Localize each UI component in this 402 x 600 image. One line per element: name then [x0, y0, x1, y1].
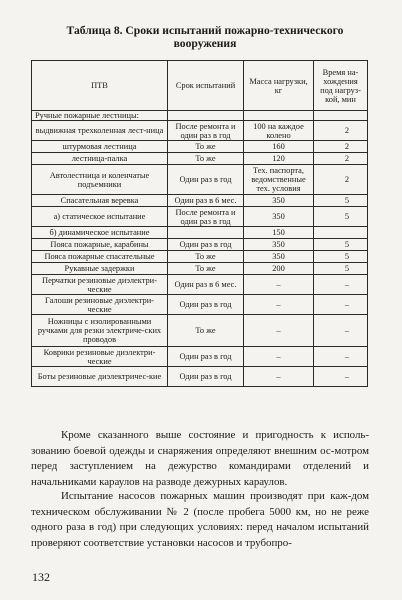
ptv-cell: Пояса пожарные спасательные: [32, 251, 168, 263]
time-cell: 5: [314, 239, 368, 251]
ptv-cell: Коврики резиновые диэлектри-ческие: [32, 347, 168, 367]
time-cell: 2: [314, 121, 368, 141]
time-cell: 2: [314, 165, 368, 195]
time-cell: [314, 227, 368, 239]
period-cell: После ремонта и один раз в год: [168, 207, 244, 227]
header-load: Масса нагрузки, кг: [244, 61, 314, 111]
load-cell: –: [244, 275, 314, 295]
table-row: [32, 263, 368, 275]
ptv-cell: б) динамическое испытание: [32, 227, 168, 239]
period-cell: Один раз в год: [168, 367, 244, 387]
ptv-cell: лестница-палка: [32, 153, 168, 165]
load-cell: [244, 111, 314, 121]
table-row: [32, 275, 368, 295]
table-row: [32, 295, 368, 315]
header-period: Срок испытаний: [168, 61, 244, 111]
table-row: [32, 227, 368, 239]
test-schedule-table: [31, 60, 368, 387]
load-cell: 200: [244, 263, 314, 275]
period-cell: [168, 111, 244, 121]
table-row: [32, 165, 368, 195]
time-cell: 2: [314, 153, 368, 165]
time-cell: –: [314, 315, 368, 347]
time-cell: 5: [314, 195, 368, 207]
table-row: [32, 367, 368, 387]
ptv-cell: штурмовая лестница: [32, 141, 168, 153]
time-cell: –: [314, 347, 368, 367]
period-cell: Один раз в год: [168, 347, 244, 367]
page-number: 132: [32, 570, 50, 584]
ptv-cell: а) статическое испытание: [32, 207, 168, 227]
ptv-cell: Рукавные задержки: [32, 263, 168, 275]
table-row: [32, 239, 368, 251]
ptv-cell: Перчатки резиновые диэлектри-ческие: [32, 275, 168, 295]
header-ptv: ПТВ: [32, 61, 168, 111]
period-cell: [168, 227, 244, 239]
paragraph-pump-testing: Испытание насосов пожарных машин производят при каж-дом техническом обслуживании № 2 (после пробега 5000 км, но не реже одного раза в год) при следующих условиях: перед началом испытаний проверяют соответствие установки насосов и трубопро-: [31, 490, 369, 549]
time-cell: 5: [314, 251, 368, 263]
period-cell: То же: [168, 315, 244, 347]
table-row: [32, 121, 368, 141]
table-row: [32, 347, 368, 367]
paragraph-inspection: Кроме сказанного выше состояние и пригодность к исполь-зованию боевой одежды и снаряжения определяют внешним ос-мотром перед заступлением на дежурство командирами отделений и начальниками караулов на разводе дежурных караулов.: [31, 429, 369, 488]
table-row: [32, 195, 368, 207]
load-cell: 120: [244, 153, 314, 165]
table-row: [32, 153, 368, 165]
load-cell: –: [244, 347, 314, 367]
time-cell: –: [314, 275, 368, 295]
load-cell: 350: [244, 207, 314, 227]
table-row: [32, 251, 368, 263]
time-cell: [314, 111, 368, 121]
load-cell: –: [244, 315, 314, 347]
period-cell: То же: [168, 263, 244, 275]
period-cell: Один раз в 6 мес.: [168, 275, 244, 295]
ptv-cell: Пояса пожарные, карабины: [32, 239, 168, 251]
load-cell: 350: [244, 239, 314, 251]
ptv-cell: Ножницы с изолированными ручками для резки электриче-ских проводов: [32, 315, 168, 347]
ptv-cell: Галоши резиновые диэлектри-ческие: [32, 295, 168, 315]
table-row: [32, 207, 368, 227]
ptv-cell: выдвижная трехколенная лест-ница: [32, 121, 168, 141]
load-cell: Тех. паспорта, ведомственные тех. условия: [244, 165, 314, 195]
header-time: Время на-хождения под нагруз-кой, мин: [314, 61, 368, 111]
time-cell: 5: [314, 263, 368, 275]
ptv-cell: Ручные пожарные лестницы:: [32, 111, 168, 121]
period-cell: То же: [168, 141, 244, 153]
period-cell: Один раз в год: [168, 295, 244, 315]
period-cell: Один раз в 6 мес.: [168, 195, 244, 207]
time-cell: –: [314, 367, 368, 387]
load-cell: 350: [244, 251, 314, 263]
period-cell: Один раз в год: [168, 165, 244, 195]
ptv-cell: Спасательная веревка: [32, 195, 168, 207]
table-row: [32, 315, 368, 347]
load-cell: 350: [244, 195, 314, 207]
period-cell: После ремонта и один раз в год: [168, 121, 244, 141]
load-cell: –: [244, 295, 314, 315]
ptv-cell: Боты резиновые диэлектричес-кие: [32, 367, 168, 387]
time-cell: 2: [314, 141, 368, 153]
period-cell: То же: [168, 251, 244, 263]
time-cell: 5: [314, 207, 368, 227]
table-header-row: [32, 61, 368, 111]
table-title: Таблица 8. Сроки испытаний пожарно-технического вооружения: [66, 24, 344, 50]
period-cell: То же: [168, 153, 244, 165]
table-row: [32, 111, 368, 121]
table-row: [32, 141, 368, 153]
ptv-cell: Автолестница и коленчатые подъемники: [32, 165, 168, 195]
load-cell: –: [244, 367, 314, 387]
load-cell: 100 на каждое колено: [244, 121, 314, 141]
time-cell: –: [314, 295, 368, 315]
load-cell: 150: [244, 227, 314, 239]
load-cell: 160: [244, 141, 314, 153]
period-cell: Один раз в год: [168, 239, 244, 251]
